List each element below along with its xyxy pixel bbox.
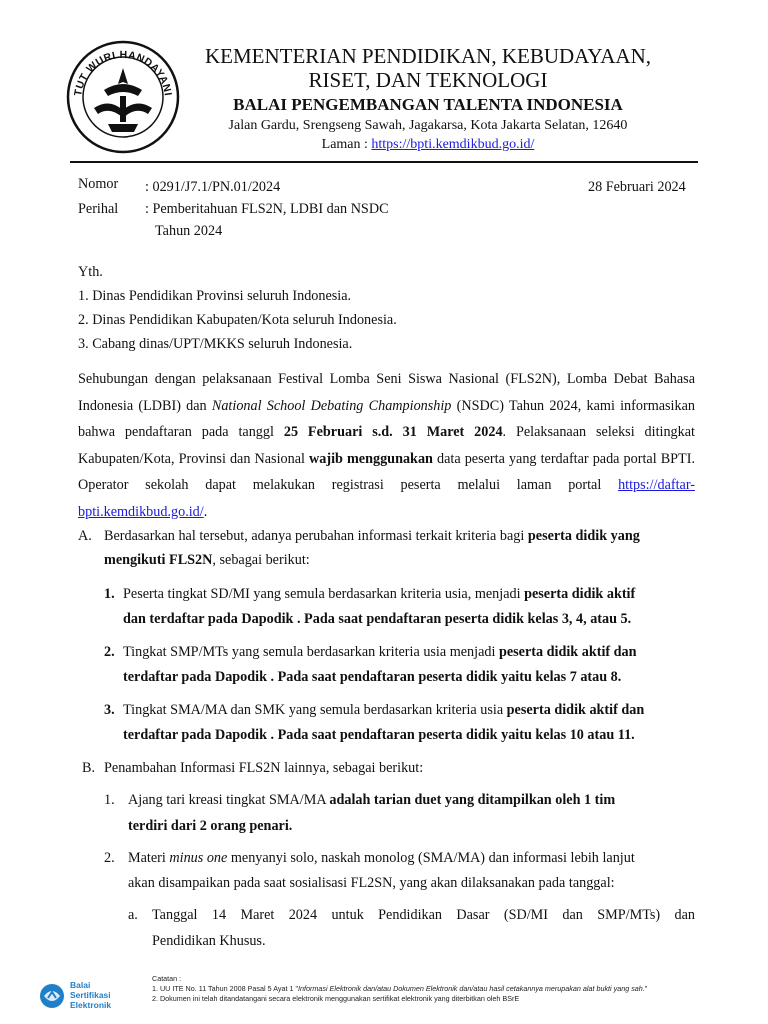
footer-note-2: 2. Dokumen ini telah ditandatangani secara elektronik menggunakan sertifikat elektronik yang diterbitkan oleh BSrE	[152, 994, 520, 1003]
agency-address: Jalan Gardu, Srengseng Sawah, Jagakarsa, Kota Jakarta Selatan, 12640	[228, 118, 628, 133]
section-b-item-number: 1.	[104, 792, 115, 808]
ministry-name-line1: KEMENTERIAN PENDIDIKAN, KEBUDAYAAN,	[204, 44, 652, 68]
tut-wuri-handayani-logo	[64, 38, 182, 156]
section-a-item-2-line2: terdaftar pada Dapodik . Pada saat pendaftaran peserta didik yaitu kelas 7 atau 8.	[123, 669, 622, 685]
agency-name: BALAI PENGEMBANGAN TALENTA INDONESIA	[233, 95, 623, 114]
letter-date: 28 Februari 2024	[588, 179, 686, 195]
logo-text: TUT WURI HANDAYANI	[72, 48, 174, 97]
section-b-sub-a-line2: Pendidikan Khusus.	[152, 933, 266, 949]
section-b-item-1-line2: terdiri dari 2 orang penari.	[128, 818, 293, 834]
agency-website	[188, 136, 668, 154]
bsre-logo-line1: Balai	[70, 980, 91, 990]
section-a-item-1-line2: dan terdaftar pada Dapodik . Pada saat pendaftaran peserta didik kelas 3, 4, atau 5.	[123, 611, 632, 627]
website-label: Laman :	[321, 137, 372, 152]
section-a-line1: Berdasarkan hal tersebut, adanya perubahan informasi terkait kriteria bagi peserta didik yang	[104, 528, 640, 544]
website-link[interactable]: https://bpti.kemdikbud.go.id/	[371, 137, 535, 152]
section-b-item-2-line2: akan disampaikan pada saat sosialisasi FL2SN, yang akan dilaksanakan pada tanggal:	[128, 875, 615, 891]
perihal-value-line2: Tahun 2024	[155, 223, 223, 239]
recipient-item: 3. Cabang dinas/UPT/MKKS seluruh Indonesia.	[78, 336, 353, 352]
bsre-logo-line2: Sertifikasi	[70, 990, 111, 1000]
section-a-item-number: 2.	[104, 644, 115, 660]
bsre-logo	[38, 978, 148, 1014]
section-a-item-number: 3.	[104, 702, 115, 718]
portal-link[interactable]: https://daftar-bpti.kemdikbud.go.id/	[78, 477, 695, 520]
section-a-item-3-line2: terdaftar pada Dapodik . Pada saat pendaftaran peserta didik yaitu kelas 10 atau 11.	[123, 727, 635, 743]
section-b-sub-a-line1: Tanggal 14 Maret 2024 untuk Pendidikan Dasar (SD/MI dan SMP/MTs) dan	[152, 907, 695, 923]
section-b-sub-a-marker: a.	[128, 907, 138, 923]
salutation: Yth.	[78, 264, 103, 280]
nomor-label: Nomor	[78, 176, 119, 192]
ministry-name-line2: RISET, DAN TEKNOLOGI	[308, 68, 548, 92]
recipient-item: 2. Dinas Pendidikan Kabupaten/Kota seluruh Indonesia.	[78, 312, 397, 328]
intro-paragraph: Sehubungan dengan pelaksanaan Festival Lomba Seni Siswa Nasional (FLS2N), Lomba Debat Bahasa Indonesia (LDBI) dan National School Debating Championship (NSDC) Tahun 2024, kami informasikan bahwa pendaftaran pada tanggl 25 Februari s.d. 31 Maret 2024. Pelaksanaan seleksi ditingkat Kabupaten/Kota, Provinsi dan Nasional wajib menggunakan data peserta yang terdaftar pada portal BPTI. Operator sekolah dapat melakukan registrasi peserta melalui laman portal https://daftar-bpti.kemdikbud.go.id/.	[78, 371, 695, 520]
letterhead-divider	[70, 161, 698, 163]
footer-notes	[152, 974, 647, 1004]
footer-note-1: 1. UU ITE No. 11 Tahun 2008 Pasal 5 Ayat 1 "Informasi Elektronik dan/atau Dokumen Elektronik dan/atau hasil cetakannya merupakan alat bukti yang sah."	[152, 984, 648, 993]
recipient-item: 1. Dinas Pendidikan Provinsi seluruh Indonesia.	[78, 288, 352, 304]
section-a-item-2-line1: Tingkat SMP/MTs yang semula berdasarkan kriteria usia menjadi peserta didik aktif dan	[123, 644, 637, 660]
section-b-heading: Penambahan Informasi FLS2N lainnya, sebagai berikut:	[104, 760, 424, 776]
nomor-value: : 0291/J7.1/PN.01/2024	[145, 179, 281, 195]
section-b-item-1-line1: Ajang tari kreasi tingkat SMA/MA adalah tarian duet yang ditampilkan oleh 1 tim	[128, 792, 616, 808]
perihal-value-line1: : Pemberitahuan FLS2N, LDBI dan NSDC	[145, 201, 389, 217]
catatan-label: Catatan :	[152, 974, 182, 983]
section-b-marker: B.	[82, 760, 96, 776]
section-b-item-2-line1: Materi minus one menyanyi solo, naskah monolog (SMA/MA) dan informasi lebih lanjut	[128, 850, 635, 866]
perihal-label: Perihal	[78, 201, 119, 217]
section-a-item-1-line1: Peserta tingkat SD/MI yang semula berdasarkan kriteria usia, menjadi peserta didik aktif	[123, 586, 636, 602]
section-b-item-number: 2.	[104, 850, 115, 866]
section-a-marker: A.	[78, 528, 92, 544]
section-a-item-number: 1.	[104, 586, 115, 602]
section-a-line2: mengikuti FLS2N, sebagai berikut:	[104, 552, 310, 568]
bsre-logo-line3: Elektronik	[70, 1000, 112, 1010]
section-a-item-3-line1: Tingkat SMA/MA dan SMK yang semula berdasarkan kriteria usia peserta didik aktif dan	[123, 702, 645, 718]
